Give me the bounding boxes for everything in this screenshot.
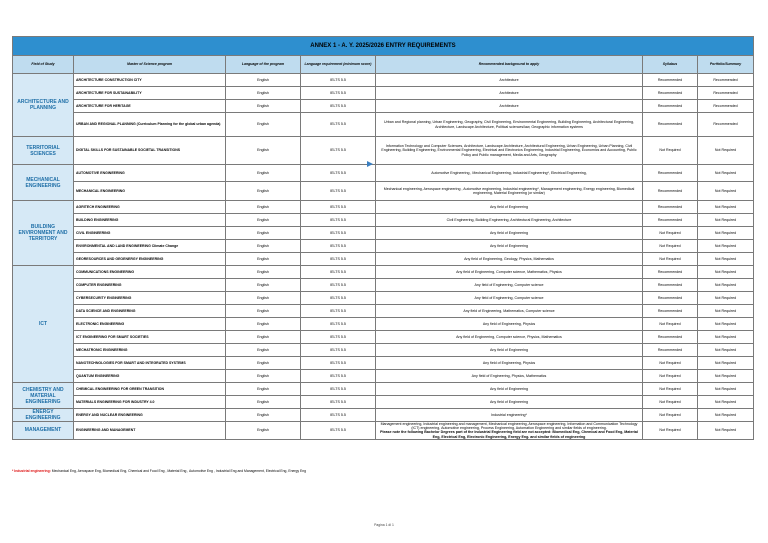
field-of-study: CHEMISTRY AND MATERIAL ENGINEERING xyxy=(13,383,74,409)
header-language-requirement: Language requirement (minimum score) xyxy=(301,56,376,74)
program-name: GEORESOURCES AND GEOENERGY ENGINEERING xyxy=(74,253,226,266)
field-of-study: MECHANICAL ENGINEERING xyxy=(13,165,74,201)
field-of-study: BUILDING ENVIRONMENT AND TERRITORY xyxy=(13,201,74,266)
language-score: IELTS 5.5 xyxy=(301,383,376,396)
program-language: English xyxy=(226,227,301,240)
program-name: COMPUTER ENGINEERING xyxy=(74,279,226,292)
syllabus-requirement: Not Required xyxy=(643,357,698,370)
language-score: IELTS 5.5 xyxy=(301,240,376,253)
program-language: English xyxy=(226,137,301,165)
syllabus-requirement: Recommended xyxy=(643,113,698,137)
program-language: English xyxy=(226,370,301,383)
program-language: English xyxy=(226,409,301,422)
recommended-background: Mechanical engineering, Aerospace engineering , Automotive engineering, Industrial engineering*, Management engineering, Energy engineering, Biomedical engineering, Material Engineering (or similar) xyxy=(376,182,643,201)
program-language: English xyxy=(226,100,301,113)
program-name: MECHATRONIC ENGINEERING xyxy=(74,344,226,357)
table-row xyxy=(13,74,754,87)
recommended-background: Industrial engineering* xyxy=(376,409,643,422)
header-field: Field of Study xyxy=(13,56,74,74)
syllabus-requirement: Recommended xyxy=(643,201,698,214)
table-row xyxy=(13,370,754,383)
recommended-background: Any field of Engineering, Computer science xyxy=(376,279,643,292)
program-name: ARCHITECTURE FOR SUSTAINABILITY xyxy=(74,87,226,100)
recommended-background: Information Technology and Computer Sciences, Architecture, Landscape Architecture, Architectural Engineering, Urban Engineering, Urban Planning, Civil Engineering, Building Engineering, Environmental Engineering, Electrical and Electronics Engineering, Industrial Engineering, Economics and Accounting, Public Policy and Public management, Media and Arts, Geography xyxy=(376,137,643,165)
table-row xyxy=(13,292,754,305)
syllabus-requirement: Not Required xyxy=(643,240,698,253)
program-name: ARCHITECTURE FOR HERITAGE xyxy=(74,100,226,113)
field-of-study: MANAGEMENT xyxy=(13,422,74,440)
syllabus-requirement: Not Required xyxy=(643,383,698,396)
recommended-background: Architecture xyxy=(376,100,643,113)
program-name: CIVIL ENGINEERING xyxy=(74,227,226,240)
program-language: English xyxy=(226,305,301,318)
recommended-background: Any field of Engineering, Physics xyxy=(376,357,643,370)
program-name: URBAN AND REGIONAL PLANNING (Curriculum Planning for the global urban agenda) xyxy=(74,113,226,137)
language-score: IELTS 5.5 xyxy=(301,100,376,113)
footnote-text: Mechanical Eng, Aerospace Eng, Biomedical Eng, Chemical and Food Eng , Material Eng , Automotive Eng , Industrial Eng and Management, Electrical Eng, Energy Eng xyxy=(51,469,307,473)
syllabus-requirement: Not Required xyxy=(643,370,698,383)
syllabus-requirement: Recommended xyxy=(643,182,698,201)
table-row xyxy=(13,100,754,113)
portfolio-requirement: Not Required xyxy=(698,422,754,440)
portfolio-requirement: Recommended xyxy=(698,87,754,100)
program-language: English xyxy=(226,87,301,100)
background-exclusion-note: Please note the following Bachelor Degrees part of the Industrial Engineering field are not accepted: Biomedical Eng, Chemical and Food Eng, Material Eng, Electrical Eng, Electronic Engineering, Energy Eng. and similar fields of engineering xyxy=(380,430,638,439)
portfolio-requirement: Not Required xyxy=(698,318,754,331)
program-name: BUILDING ENGINEERING xyxy=(74,214,226,227)
table-row xyxy=(13,305,754,318)
header-background: Recommended background to apply xyxy=(376,56,643,74)
footnote-marker: * xyxy=(12,469,14,473)
syllabus-requirement: Not Required xyxy=(643,318,698,331)
recommended-background: Automotive Engineering , Mechanical Engineering, Industrial Engineering*, Electrical Engineering, xyxy=(376,165,643,182)
recommended-background: Any field of Engineering, Computer science xyxy=(376,292,643,305)
recommended-background: Any field of Engineering xyxy=(376,240,643,253)
program-language: English xyxy=(226,240,301,253)
program-name: MATERIALS ENGINEERING FOR INDUSTRY 4.0 xyxy=(74,396,226,409)
program-language: English xyxy=(226,344,301,357)
program-language: English xyxy=(226,113,301,137)
portfolio-requirement: Not Required xyxy=(698,409,754,422)
syllabus-requirement: Recommended xyxy=(643,331,698,344)
syllabus-requirement: Not Required xyxy=(643,422,698,440)
language-score: IELTS 5.5 xyxy=(301,292,376,305)
portfolio-requirement: Not Required xyxy=(698,396,754,409)
footnote-label: Industrial engineering: xyxy=(14,469,51,473)
field-of-study: ICT xyxy=(13,266,74,383)
language-score: IELTS 5.5 xyxy=(301,396,376,409)
syllabus-requirement: Recommended xyxy=(643,214,698,227)
recommended-background: Any field of Engineering, Physics, Mathematics xyxy=(376,370,643,383)
recommended-background: Any field of Engineering xyxy=(376,344,643,357)
program-language: English xyxy=(226,357,301,370)
language-score: IELTS 5.5 xyxy=(301,305,376,318)
table-row xyxy=(13,137,754,165)
syllabus-requirement: Recommended xyxy=(643,100,698,113)
page-title: ANNEX 1 - A. Y. 2025/2026 ENTRY REQUIREMENTS xyxy=(13,37,754,56)
language-score: IELTS 5.5 xyxy=(301,370,376,383)
recommended-background: Any field of Engineering, Computer science, Physics, Mathematics xyxy=(376,331,643,344)
program-language: English xyxy=(226,201,301,214)
program-language: English xyxy=(226,253,301,266)
header-portfolio: Portfolio/Summary xyxy=(698,56,754,74)
language-score: IELTS 5.5 xyxy=(301,113,376,137)
language-score: IELTS 5.5 xyxy=(301,137,376,165)
syllabus-requirement: Recommended xyxy=(643,165,698,182)
recommended-background: Civil Engineering, Building Engineering, Architectural Engineering, Architecture xyxy=(376,214,643,227)
language-score: IELTS 5.5 xyxy=(301,279,376,292)
program-name: AGRITECH ENGINEERING xyxy=(74,201,226,214)
recommended-background: Any field of Engineering, Geology, Physics, Mathematics xyxy=(376,253,643,266)
table-row xyxy=(13,201,754,214)
language-score: IELTS 5.5 xyxy=(301,357,376,370)
recommended-background: Any field of Engineering xyxy=(376,201,643,214)
portfolio-requirement: Not Required xyxy=(698,214,754,227)
language-score: IELTS 5.5 xyxy=(301,165,376,182)
portfolio-requirement: Not Required xyxy=(698,182,754,201)
program-language: English xyxy=(226,266,301,279)
table-row xyxy=(13,214,754,227)
syllabus-requirement: Recommended xyxy=(643,305,698,318)
program-name: DIGITAL SKILLS FOR SUSTAINABLE SOCIETAL TRANSITIONS xyxy=(74,137,226,165)
program-name: ENVIRONMENTAL AND LAND ENGINEERING Climate Change xyxy=(74,240,226,253)
program-language: English xyxy=(226,214,301,227)
program-language: English xyxy=(226,165,301,182)
portfolio-requirement: Not Required xyxy=(698,253,754,266)
portfolio-requirement: Not Required xyxy=(698,344,754,357)
syllabus-requirement: Recommended xyxy=(643,87,698,100)
table-row xyxy=(13,87,754,100)
language-score: IELTS 5.5 xyxy=(301,182,376,201)
table-row xyxy=(13,409,754,422)
language-score: IELTS 5.5 xyxy=(301,422,376,440)
field-of-study: TERRITORIAL SCIENCES xyxy=(13,137,74,165)
field-of-study: ARCHITECTURE AND PLANNING xyxy=(13,74,74,137)
syllabus-requirement: Recommended xyxy=(643,74,698,87)
syllabus-requirement: Recommended xyxy=(643,292,698,305)
program-language: English xyxy=(226,292,301,305)
program-name: ELECTRONIC ENGINEERING xyxy=(74,318,226,331)
header-row xyxy=(13,56,754,74)
syllabus-requirement: Not Required xyxy=(643,409,698,422)
syllabus-requirement: Not Required xyxy=(643,253,698,266)
language-score: IELTS 5.5 xyxy=(301,74,376,87)
table-row xyxy=(13,227,754,240)
table-row xyxy=(13,182,754,201)
table-row xyxy=(13,344,754,357)
program-name: ARCHITECTURE CONSTRUCTION CITY xyxy=(74,74,226,87)
table-row xyxy=(13,240,754,253)
program-language: English xyxy=(226,279,301,292)
table-row xyxy=(13,422,754,440)
recommended-background: Urban and Regional planning, Urban Engineering, Geography, Civil Engineering, Environmental Engineering, Building Engineering, Architectural Engineering, Architecture, Landscape Architecture, Political sciences/law, Geographic information systems xyxy=(376,113,643,137)
recommended-background xyxy=(376,422,643,440)
portfolio-requirement: Not Required xyxy=(698,165,754,182)
portfolio-requirement: Not Required xyxy=(698,201,754,214)
program-name: COMMUNICATIONS ENGINEERING xyxy=(74,266,226,279)
portfolio-requirement: Not Required xyxy=(698,383,754,396)
portfolio-requirement: Not Required xyxy=(698,227,754,240)
language-score: IELTS 5.5 xyxy=(301,266,376,279)
portfolio-requirement: Not Required xyxy=(698,137,754,165)
portfolio-requirement: Not Required xyxy=(698,331,754,344)
table-row xyxy=(13,266,754,279)
language-score: IELTS 5.5 xyxy=(301,409,376,422)
program-language: English xyxy=(226,182,301,201)
portfolio-requirement: Not Required xyxy=(698,305,754,318)
language-score: IELTS 5.5 xyxy=(301,344,376,357)
language-score: IELTS 5.5 xyxy=(301,201,376,214)
portfolio-requirement: Not Required xyxy=(698,279,754,292)
program-name: DATA SCIENCE AND ENGINEERING xyxy=(74,305,226,318)
syllabus-requirement: Not Required xyxy=(643,227,698,240)
program-name: ENERGY AND NUCLEAR ENGINEERING xyxy=(74,409,226,422)
program-language: English xyxy=(226,74,301,87)
program-language: English xyxy=(226,318,301,331)
page-number: Pagina 1 di 1 xyxy=(374,523,394,527)
table-row xyxy=(13,253,754,266)
program-language: English xyxy=(226,422,301,440)
program-name: MECHANICAL ENGINEERING xyxy=(74,182,226,201)
syllabus-requirement: Recommended xyxy=(643,279,698,292)
recommended-background: Any field of Engineering xyxy=(376,383,643,396)
program-name: CYBERSECURITY ENGINEERING xyxy=(74,292,226,305)
portfolio-requirement: Recommended xyxy=(698,100,754,113)
language-score: IELTS 5.5 xyxy=(301,87,376,100)
table-row xyxy=(13,383,754,396)
language-score: IELTS 5.5 xyxy=(301,318,376,331)
table-row xyxy=(13,165,754,182)
recommended-background: Any field of Engineering xyxy=(376,227,643,240)
header-program: Master of Science program xyxy=(74,56,226,74)
language-score: IELTS 5.5 xyxy=(301,253,376,266)
program-name: ICT ENGINEERING FOR SMART SOCIETIES xyxy=(74,331,226,344)
program-name: CHEMICAL ENGINEERING FOR GREEN TRANSITION xyxy=(74,383,226,396)
table-row xyxy=(13,331,754,344)
entry-requirements-table xyxy=(12,36,754,440)
program-language: English xyxy=(226,331,301,344)
field-of-study: ENERGY ENGINEERING xyxy=(13,409,74,422)
language-score: IELTS 5.5 xyxy=(301,331,376,344)
syllabus-requirement: Not Required xyxy=(643,396,698,409)
program-language: English xyxy=(226,396,301,409)
language-score: IELTS 5.5 xyxy=(301,227,376,240)
title-row xyxy=(13,37,754,56)
program-name: NANOTECHNOLOGIES FOR SMART AND INTEGRATED SYSTEMS xyxy=(74,357,226,370)
language-score: IELTS 5.5 xyxy=(301,214,376,227)
table-row xyxy=(13,318,754,331)
portfolio-requirement: Recommended xyxy=(698,113,754,137)
recommended-background: Any field of Engineering xyxy=(376,396,643,409)
portfolio-requirement: Not Required xyxy=(698,370,754,383)
recommended-background: Any field of Engineering, Mathematics, Computer science xyxy=(376,305,643,318)
header-syllabus: Syllabus xyxy=(643,56,698,74)
background-text: Management engineering, Industrial engineering and management, Mechanical engineering, Aerospace engineering, Information and Communication Technology (ICT) engineering, Automotive engineering, Process Engineering, Automation Engineering and similar fields of engineering. xyxy=(380,422,638,431)
program-name: QUANTUM ENGINEERING xyxy=(74,370,226,383)
portfolio-requirement: Recommended xyxy=(698,74,754,87)
syllabus-requirement: Recommended xyxy=(643,344,698,357)
table-row xyxy=(13,396,754,409)
program-name: AUTOMOTIVE ENGINEERING xyxy=(74,165,226,182)
recommended-background: Any field of Engineering, Computer science, Mathematics, Physics xyxy=(376,266,643,279)
recommended-background: Architecture xyxy=(376,87,643,100)
recommended-background: Any field of Engineering, Physics xyxy=(376,318,643,331)
table-row xyxy=(13,357,754,370)
program-name: ENGINEERING AND MANAGEMENT xyxy=(74,422,226,440)
row-marker-icon xyxy=(367,161,373,167)
portfolio-requirement: Not Required xyxy=(698,292,754,305)
syllabus-requirement: Not Required xyxy=(643,137,698,165)
syllabus-requirement: Recommended xyxy=(643,266,698,279)
portfolio-requirement: Not Required xyxy=(698,357,754,370)
table-row xyxy=(13,113,754,137)
portfolio-requirement: Not Required xyxy=(698,240,754,253)
program-language: English xyxy=(226,383,301,396)
table-row xyxy=(13,279,754,292)
recommended-background: Architecture xyxy=(376,74,643,87)
portfolio-requirement: Not Required xyxy=(698,266,754,279)
footnote xyxy=(12,469,306,473)
header-language: Language of the program xyxy=(226,56,301,74)
